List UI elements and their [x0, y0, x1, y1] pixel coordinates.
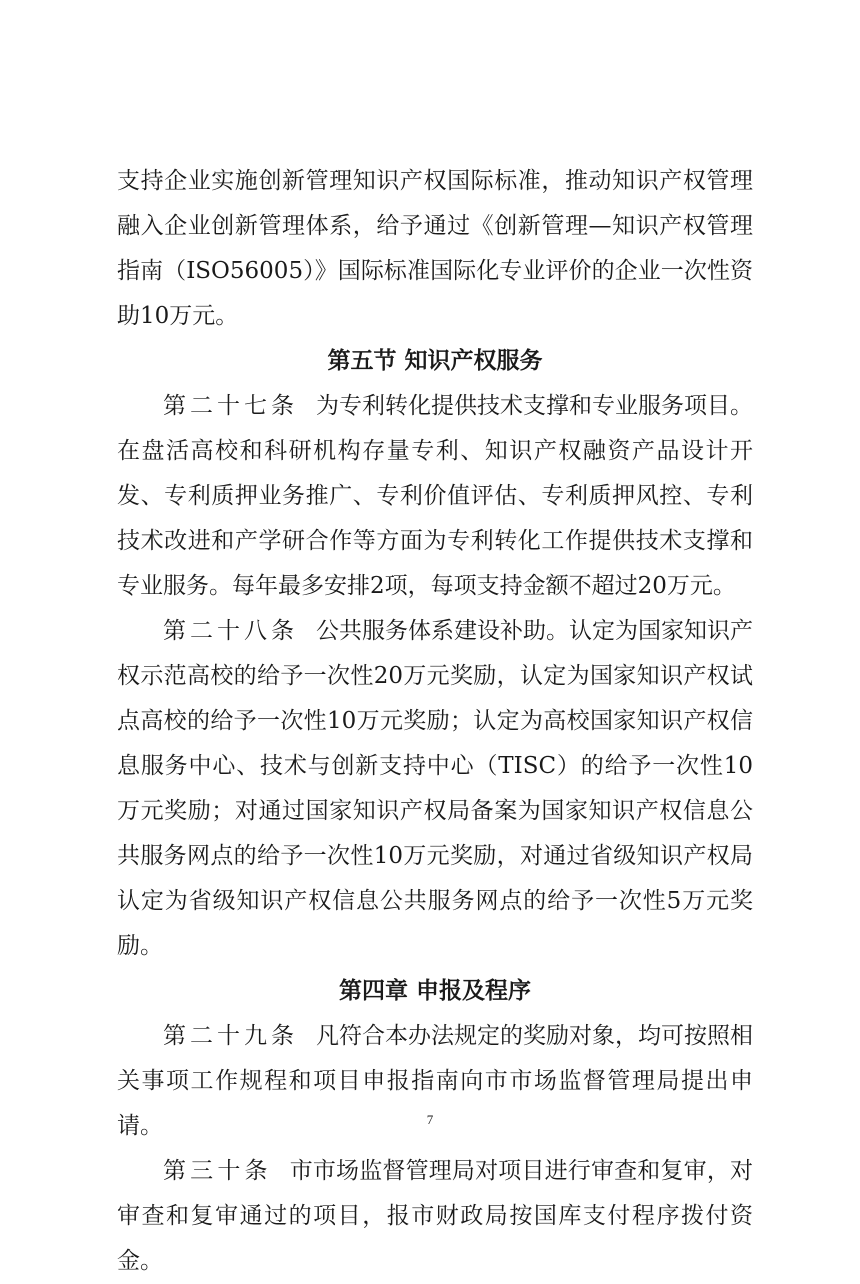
intro-paragraph: 支持企业实施创新管理知识产权国际标准，推动知识产权管理融入企业创新管理体系，给予通过《创新管理—知识产权管理指南（ISO56005）》国际标准国际化专业评价的企业一次性资助10万元。 — [117, 168, 753, 329]
article-number: 第二十七条 — [163, 393, 298, 419]
article-number: 第三十条 — [163, 1158, 272, 1184]
chapter-heading: 第四章 申报及程序 — [338, 978, 531, 1004]
article-27 — [117, 384, 753, 609]
article-number: 第二十八条 — [163, 618, 298, 644]
article-29 — [117, 1014, 753, 1149]
article-text: 市市场监督管理局对项目进行审查和复审，对审查和复审通过的项目，报市财政局按国库支付程序拨付资金。 — [117, 1158, 754, 1274]
article-text: 凡符合本办法规定的奖励对象，均可按照相关事项工作规程和项目申报指南向市市场监督管理局提出申请。 — [117, 1023, 753, 1139]
article-text: 公共服务体系建设补助。认定为国家知识产权示范高校的给予一次性20万元奖励，认定为国家知识产权试点高校的给予一次性10万元奖励；认定为高校国家知识产权信息服务中心、技术与创新支持中心（TISC）的给予一次性10万元奖励；对通过国家知识产权局备案为国家知识产权信息公共服务网点的给予一次性10万元奖励，对通过省级知识产权局认定为省级知识产权信息公共服务网点的给予一次性5万元奖励。 — [117, 618, 753, 959]
section-heading: 第五节 知识产权服务 — [327, 348, 543, 374]
article-number: 第二十九条 — [163, 1023, 298, 1049]
page-number: 7 — [426, 1112, 434, 1127]
article-28 — [117, 609, 753, 969]
article-text: 为专利转化提供技术支撑和专业服务项目。在盘活高校和科研机构存量专利、知识产权融资产品设计开发、专利质押业务推广、专利价值评估、专利质押风控、专利技术改进和产学研合作等方面为专利转化工作提供技术支撑和专业服务。每年最多安排2项，每项支持金额不超过20万元。 — [117, 393, 753, 599]
